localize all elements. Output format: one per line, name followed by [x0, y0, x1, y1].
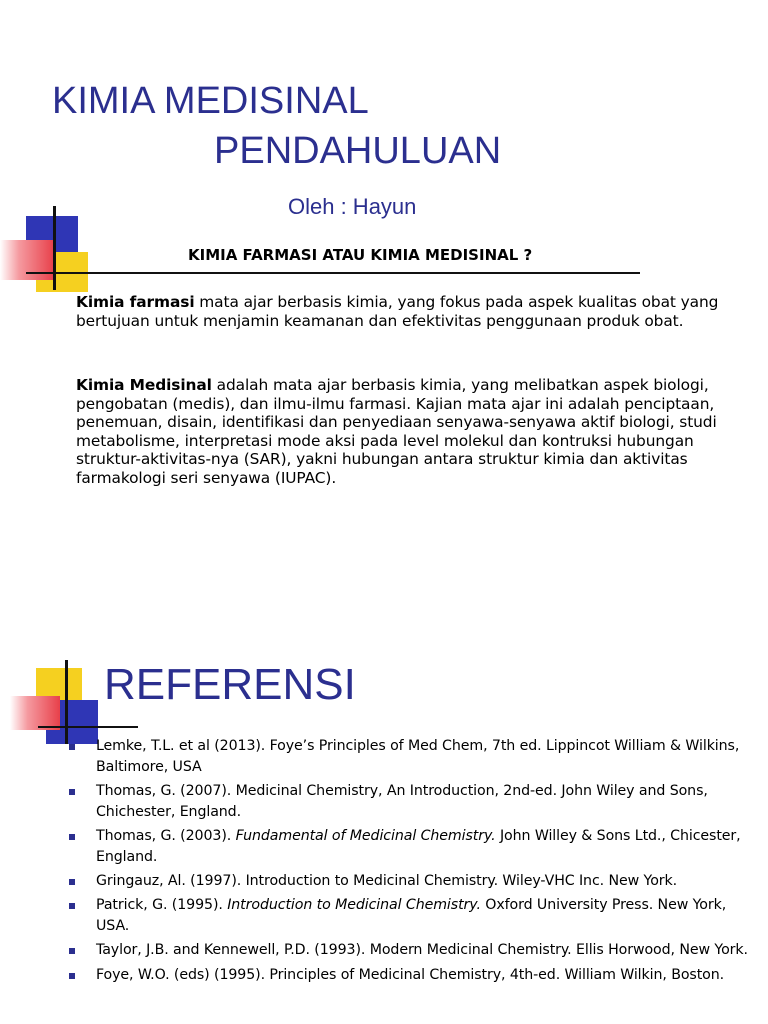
- reference-book-title: Fundamental of Medicinal Chemistry.: [235, 827, 496, 844]
- reference-text: Foye, W.O. (eds) (1995). Principles of Medicinal Chemistry, 4th-ed. William Wilkin, Boston.: [96, 966, 725, 983]
- reference-publisher: John Willey & Sons Ltd., Chicester, England.: [96, 827, 741, 865]
- slide-2: [0, 640, 768, 1024]
- paragraph-kimia-medisinal: [76, 376, 736, 487]
- references-list: [0, 736, 768, 989]
- vertical-line-decoration: [53, 206, 56, 290]
- reference-item: [0, 781, 768, 822]
- slide-title: [52, 78, 501, 174]
- red-gradient-decoration: [10, 696, 60, 730]
- subtitle: Oleh : Hayun: [288, 194, 417, 219]
- reference-text: Gringauz, Al. (1997). Introduction to Medicinal Chemistry. Wiley-VHC Inc. New York.: [96, 872, 678, 889]
- reference-item: [0, 965, 768, 986]
- reference-item: [0, 736, 768, 777]
- title-line-1: KIMIA MEDISINAL: [52, 80, 369, 122]
- reference-text: Thomas, G. (2003).: [96, 827, 236, 844]
- reference-text: Patrick, G. (1995).: [96, 897, 228, 914]
- title-line-2: PENDAHULUAN: [214, 130, 502, 172]
- reference-book-title: Introduction to Medicinal Chemistry.: [227, 897, 481, 914]
- reference-item: [0, 826, 768, 867]
- references-title: REFERENSI: [104, 660, 356, 709]
- paragraph-kimia-farmasi: [76, 293, 736, 330]
- bullet-icon: [69, 903, 75, 909]
- definition-kimia-medisinal: adalah mata ajar berbasis kimia, yang melibatkan aspek biologi, pengobatan (medis), dan ilmu-ilmu farmasi. Kajian mata ajar ini adalah penciptaan, penemuan, disain, identifikasi dan penyediaan senyawa-senyawa aktif biologi, studi metabolisme, interpretasi mode aksi pada level molekul dan kontruksi hubungan struktur-aktivitas-nya (SAR), yakni hubungan antara struktur kimia dan aktivitas farmakologi seri senyawa (IUPAC).: [76, 376, 717, 487]
- reference-item: [0, 895, 768, 936]
- reference-text: Lemke, T.L. et al (2013). Foye’s Principles of Med Chem, 7th ed. Lippincot William & Wilkins, Baltimore, USA: [96, 738, 740, 775]
- question-heading: KIMIA FARMASI ATAU KIMIA MEDISINAL ?: [188, 246, 533, 264]
- term-kimia-medisinal: Kimia Medisinal: [76, 376, 212, 394]
- term-kimia-farmasi: Kimia farmasi: [76, 293, 195, 311]
- reference-text: Thomas, G. (2007). Medicinal Chemistry, An Introduction, 2nd-ed. John Wiley and Sons, Chichester, England.: [96, 782, 708, 820]
- horizontal-line-decoration: [38, 726, 138, 728]
- bullet-icon: [69, 879, 75, 885]
- horizontal-line-decoration: [26, 272, 640, 274]
- reference-publisher: Oxford University Press. New York, USA.: [96, 897, 727, 934]
- definition-kimia-farmasi: mata ajar berbasis kimia, yang fokus pada aspek kualitas obat yang bertujuan untuk menjamin keamanan dan efektivitas penggunaan produk obat.: [76, 293, 719, 330]
- vertical-line-decoration: [65, 660, 68, 744]
- reference-item: [0, 940, 768, 961]
- reference-text: Taylor, J.B. and Kennewell, P.D. (1993). Modern Medicinal Chemistry. Ellis Horwood, New York.: [96, 942, 748, 959]
- bullet-icon: [69, 744, 75, 750]
- bullet-icon: [69, 948, 75, 954]
- red-gradient-decoration: [0, 240, 54, 280]
- bullet-icon: [69, 789, 75, 795]
- bullet-icon: [69, 834, 75, 840]
- reference-item: [0, 871, 768, 892]
- bullet-icon: [69, 973, 75, 979]
